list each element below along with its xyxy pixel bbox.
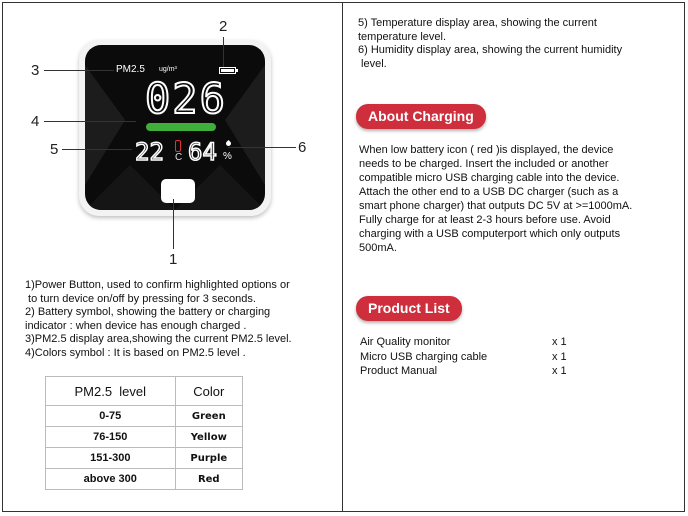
callout-line-5 bbox=[62, 149, 132, 150]
product-list bbox=[360, 335, 620, 379]
description-line: level. bbox=[358, 57, 387, 70]
callout-5: 5 bbox=[50, 141, 59, 158]
callout-6: 6 bbox=[298, 139, 307, 156]
charging-line: Attach the other end to a USB DC charger (such as a bbox=[359, 186, 619, 198]
pm-value: 026 bbox=[145, 74, 227, 123]
callout-line-3 bbox=[44, 70, 114, 71]
humidity-unit: % bbox=[223, 151, 232, 162]
callout-line-6 bbox=[228, 147, 296, 148]
pm-level-table bbox=[45, 376, 243, 490]
power-button bbox=[161, 179, 195, 203]
level-cell: 151-300 bbox=[46, 448, 176, 469]
product-name: Air Quality monitor bbox=[360, 336, 451, 348]
level-cell: above 300 bbox=[46, 469, 176, 490]
table-row bbox=[46, 469, 243, 490]
callout-1: 1 bbox=[169, 251, 178, 268]
feature-line: 2) Battery symbol, showing the battery or charging bbox=[25, 306, 271, 318]
feature-descriptions bbox=[25, 279, 330, 360]
table-header-row bbox=[46, 377, 243, 406]
display-descriptions bbox=[358, 17, 678, 71]
thermometer-icon bbox=[175, 140, 181, 152]
charging-line: When low battery icon ( red )is displayed, the device bbox=[359, 144, 614, 156]
charging-line: charging with a USB computerport which only outputs bbox=[359, 228, 621, 240]
charging-line: Fully charge for at least 2-3 hours before use. Avoid bbox=[359, 214, 611, 226]
callout-line-2 bbox=[223, 37, 224, 67]
pm-unit: ug/m³ bbox=[159, 66, 177, 73]
product-name: Product Manual bbox=[360, 365, 438, 377]
table-row bbox=[46, 406, 243, 427]
charging-line: compatible micro USB charging cable into the device. bbox=[359, 172, 620, 184]
feature-line: to turn device on/off by pressing for 3 seconds. bbox=[25, 292, 256, 305]
product-qty: x 1 bbox=[552, 336, 567, 348]
feature-line: indicator : when device has enough charged . bbox=[25, 319, 247, 332]
about-charging-heading: About Charging bbox=[356, 104, 486, 129]
feature-line: 1)Power Button, used to confirm highlighted options or bbox=[25, 279, 290, 291]
humidity-value: 64 bbox=[188, 138, 217, 166]
feature-line: 3)PM2.5 display area,showing the current PM2.5 level. bbox=[25, 333, 292, 345]
product-qty: x 1 bbox=[552, 350, 567, 363]
color-cell: Purple bbox=[175, 448, 242, 469]
header-level: PM2.5 level bbox=[46, 377, 176, 406]
color-bar bbox=[146, 123, 216, 131]
feature-line: 4)Colors symbol : It is based on PM2.5 level . bbox=[25, 346, 246, 359]
column-divider bbox=[342, 2, 343, 512]
header-color: Color bbox=[175, 377, 242, 406]
callout-4: 4 bbox=[31, 113, 40, 130]
table-row bbox=[46, 448, 243, 469]
temperature-unit: C bbox=[175, 152, 183, 163]
color-cell: Red bbox=[175, 469, 242, 490]
list-item bbox=[360, 350, 620, 365]
description-line: 6) Humidity display area, showing the current humidity bbox=[358, 44, 623, 56]
callout-3: 3 bbox=[31, 62, 40, 79]
product-list-heading: Product List bbox=[356, 296, 462, 321]
callout-line-4 bbox=[44, 121, 136, 122]
charging-line: smart phone charger) that outputs DC 5V at >=1000mA. bbox=[359, 200, 633, 212]
battery-icon bbox=[219, 67, 236, 74]
temperature-value: 22 bbox=[135, 138, 164, 166]
level-cell: 0-75 bbox=[46, 406, 176, 427]
pm-label: PM2.5 bbox=[116, 64, 145, 75]
description-line: 5) Temperature display area, showing the current bbox=[358, 17, 597, 29]
product-name: Micro USB charging cable bbox=[360, 350, 488, 363]
list-item bbox=[360, 335, 620, 350]
callout-line-1 bbox=[173, 199, 174, 249]
table-row bbox=[46, 427, 243, 448]
device-illustration bbox=[79, 40, 271, 216]
product-qty: x 1 bbox=[552, 365, 567, 377]
description-line: temperature level. bbox=[358, 30, 447, 43]
charging-line: needs to be charged. Insert the included or another bbox=[359, 158, 609, 170]
level-cell: 76-150 bbox=[46, 427, 176, 448]
charging-instructions bbox=[359, 143, 677, 255]
color-cell: Yellow bbox=[175, 427, 242, 448]
list-item bbox=[360, 364, 620, 379]
charging-line: 500mA. bbox=[359, 242, 397, 254]
color-cell: Green bbox=[175, 406, 242, 427]
callout-2: 2 bbox=[219, 18, 228, 35]
